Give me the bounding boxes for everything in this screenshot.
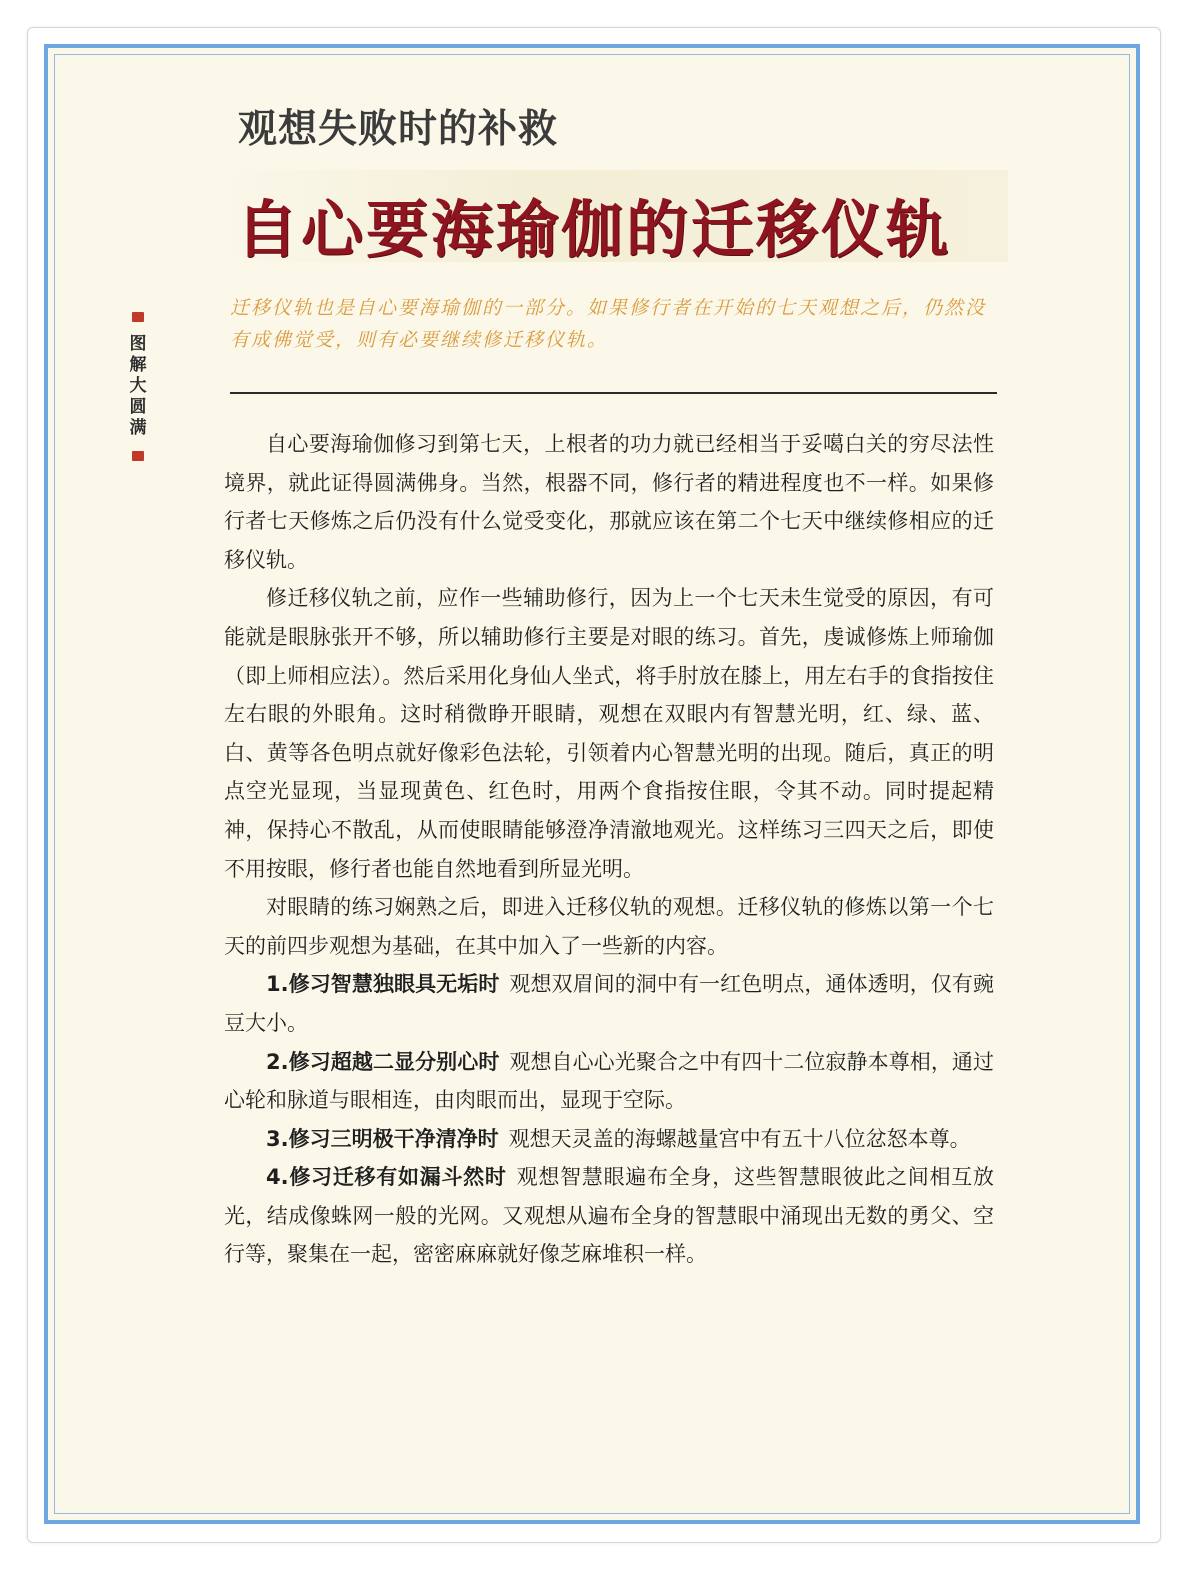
intro-paragraph: 迁移仪轨也是自心要海瑜伽的一部分。如果修行者在开始的七天观想之后，仍然没有成佛觉受，则有必要继续修迁移仪轨。 <box>230 297 987 351</box>
step-heading: 3.修习三明极干净清净时 <box>266 1126 499 1151</box>
step-text: 观想自心心光聚合之中有四十二位寂静本尊相，通过心轮和脉道与眼相连，由肉眼而出，显现于空际。 <box>224 1049 994 1113</box>
step-text: 观想双眉间的洞中有一红色明点，通体透明，仅有豌豆大小。 <box>224 972 994 1035</box>
paragraph: 自心要海瑜伽修习到第七天，上根者的功力就已经相当于妥噶白关的穷尽法性境界，就此证得圆满佛身。当然，根器不同，修行者的精进程度也不一样。如果修行者七天修炼之后仍没有什么觉受变化，那就应该在第二个七天中继续修相应的迁移仪轨。 <box>224 432 994 572</box>
side-label-text: 图解大圆满 <box>129 334 147 438</box>
section-title: 观想失败时的补救 <box>238 107 559 152</box>
paragraph: 修迁移仪轨之前，应作一些辅助修行，因为上一个七天未生觉受的原因，有可能就是眼脉张开不够，所以辅助修行主要是对眼的练习。首先，虔诚修炼上师瑜伽（即上师相应法）。然后采用化身仙人坐式，将手肘放在膝上，用左右手的食指按住左右眼的外眼角。这时稍微睁开眼睛，观想在双眼内有智慧光明，红、绿、蓝、白、黄等各色明点就好像彩色法轮，引领着内心智慧光明的出现。随后，真正的明点空光显现，当显现黄色、红色时，用两个食指按住眼，令其不动。同时提起精神，保持心不散乱，从而使眼睛能够澄净清澈地观光。这样练习三四天之后，即使不用按眼，修行者也能自然地看到所显光明。 <box>224 586 994 881</box>
step-paragraph <box>224 1120 994 1159</box>
step-heading: 1.修习智慧独眼具无垢时 <box>266 972 500 997</box>
chapter-title: 自心要海瑜伽的迁移仪轨 <box>236 193 952 266</box>
step-paragraph <box>224 1158 994 1274</box>
seal-mark-top <box>132 312 144 322</box>
step-text: 观想智慧眼遍布全身，这些智慧眼彼此之间相互放光，结成像蛛网一般的光网。又观想从遍布全身的智慧眼中涌现出无数的勇父、空行等，聚集在一起，密密麻麻就好像芝麻堆积一样。 <box>224 1165 994 1267</box>
step-heading: 2.修习超越二显分别心时 <box>266 1049 500 1074</box>
step-paragraph <box>224 1043 994 1120</box>
step-text: 观想天灵盖的海螺越量宫中有五十八位忿怒本尊。 <box>508 1126 971 1151</box>
side-label <box>128 312 148 461</box>
divider-rule <box>230 392 997 394</box>
article-body <box>224 425 994 1274</box>
step-paragraph <box>224 965 994 1042</box>
seal-mark-bottom <box>132 451 144 461</box>
step-heading: 4.修习迁移有如漏斗然时 <box>266 1165 507 1190</box>
paragraph: 对眼睛的练习娴熟之后，即进入迁移仪轨的观想。迁移仪轨的修炼以第一个七天的前四步观想为基础，在其中加入了一些新的内容。 <box>224 895 994 958</box>
